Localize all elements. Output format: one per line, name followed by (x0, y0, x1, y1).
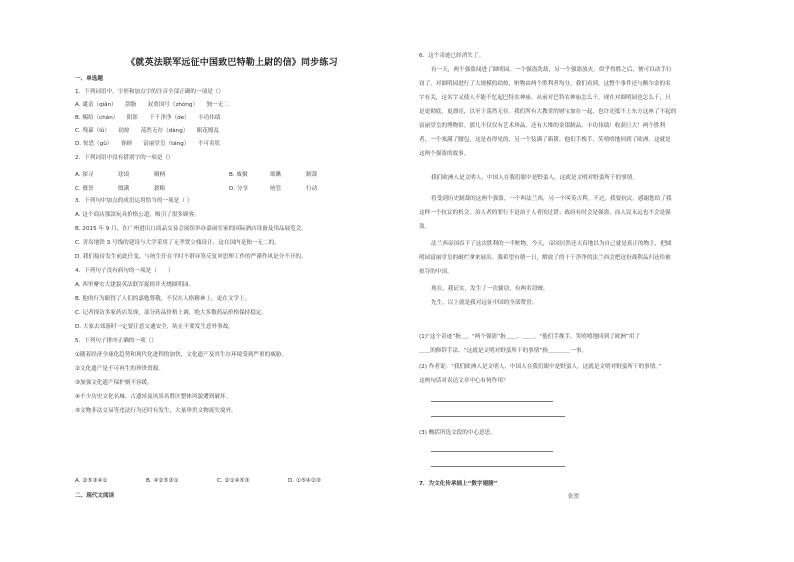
q5-option: A. ②⑤③④① (75, 478, 108, 484)
passage-line: 明园富丽堂皇的破烂拿来展出。我希望有朝一日，解放了的干干净净的法兰西会把这份战利品归还给被 (419, 255, 671, 261)
passage-line: 将受到历史制裁的这两个强盗，一个叫法兰西，另一个叫英吉利。不过，我要抗议，感谢您给了我 (431, 196, 672, 202)
passage-line: 者，一个塞满了腰包，这是看得见的，另一个装满了箱箧。他们手挽手，笑嘻嘻地回到了欧洲。这就是 (419, 137, 671, 143)
q5-option: B. ④②⑤③① (146, 478, 179, 484)
q2-option: 制裁 (306, 172, 318, 178)
q3-option-a: A. 这个商店那款玩具价格公道，吸引了很多顾客。 (75, 212, 200, 218)
q5-sentence-4: ④不少历史文化名城、古遗址及风景名胜区整体风貌遭到破坏。 (75, 394, 232, 400)
q2-option: 统管 (270, 186, 282, 192)
q2-option: A. 探寻 (75, 172, 94, 178)
q3-option-d: D. 我们接待发生前此任变，与统生任在平时不群异签反复审思理工作的严谨作风是分不开的。 (75, 254, 307, 260)
passage-line: 是更彻底，更漂亮，以至于荡然无存。我们所有大教堂的财宝加在一起，也许还抵不上东方这座了不起的 (419, 109, 677, 115)
q1-option-a: A. 谴责（qiǎn） 刮脂 双重国号（zhòng） 独一无二 (75, 102, 229, 108)
q1-option-c: C. 残暴（lǜ） 劫掠 荡然无存（dàng） 眼花缭乱 (75, 128, 220, 134)
q3-option-c: C. 青岛地铁 3 号线的建设与大学采用了无孝置立栈设计，这在国内是独一无二的。 (75, 240, 280, 246)
passage-line: 这两个强盗的故事。 (419, 151, 470, 157)
q1-option-d: D. 惊恐（gǔ） 眷顾 富丽堂皇（táng） 不可名状 (75, 141, 221, 147)
passage-line: 富丽堂皇的博物馆。那儿不仅仅有艺术珍品，还有大堆的金银制品。丰功伟绩！收获巨大！两个胜利 (419, 123, 666, 129)
section-heading-reading: 二、现代文阅读 (75, 493, 115, 499)
q2-option: 薪粮 (154, 186, 166, 192)
passage-line: 字有关，这名字又使人不能不忆起巴特农神庙。从前对巴特农神庙怎么干，现在对圆明园也怎么干，只 (419, 95, 671, 101)
q4-stem: 4．下列句子没有病句的一项是（ ） (75, 268, 174, 274)
answer-line[interactable] (431, 451, 553, 452)
q3-option-b: B. 2015 年 9 月，在广州进出口商品交易会展馆举办嘉丽室家的国际酒店设备及用品展览会。 (75, 226, 307, 232)
q2-option: C. 赘誉 (75, 186, 94, 192)
passage-line: 盗。 (419, 224, 431, 230)
q7-author: 张贺 (568, 494, 580, 500)
q2-option: 珐琅 (118, 172, 130, 178)
page-title: 《就英法联军远征中国致巴特勒上尉的信》同步练习 (126, 58, 338, 68)
passage-line: 窃了。对圆明园进行了大规模的劫掠，赃物由两个胜利者均分。我们看到，这整个事件还与额尔金的名 (419, 81, 671, 87)
q6-sub1: (1)“这个奇迹”指＿，“两个强盗”指＿＿、＿＿。“他们手挽手，笑嘻嘻地回到了欧洲”用了 (419, 334, 641, 340)
q6-sub3: (3) 概括所选文段的中心意思。 (419, 430, 496, 436)
q4-option-b: B. 他的行为跟得了人们的嘉勉尊敬，不仅在人格精神上，更在文学上。 (75, 296, 251, 302)
q4-option-c: C. 记者探访多家药店发现，部分药品价格上调，绝大多数药品价格保持稳定。 (75, 310, 268, 316)
q2-stem: 2．下列词语中没有错别字的一项是（） (75, 155, 174, 161)
q5-sentence-1: ①随着经济全球化趋势和现代化进程的加快，文化遗产及其生存环境受到严重的威胁。 (75, 352, 287, 358)
passage-line: 有一天，两个强盗闯进了圆明园。一个强盗洗劫，另一个强盗放火。似乎得胜之后，便可以动手行 (431, 67, 672, 73)
q5-sentence-5: ⑤文物非法交易等违法行为还时有发生，大量珍贵文物流失境外。 (75, 408, 237, 414)
q5-sentence-2: ②文化遗产是不可再生的珍贵资源。 (75, 366, 164, 372)
section-heading-single-choice: 一、单选题 (75, 76, 103, 82)
q5-sentence-3: ③加强文化遗产保护刻不容缓。 (75, 380, 153, 386)
passage-line: 这样一个抗议的机会。治人者的罪行不是治于人者的过错；政府有时会是强盗，而人民永远也不会是强 (419, 210, 671, 216)
passage-line: 我们欧洲人是文明人，中国人在我们眼中是野蛮人。这就是文明对野蛮所干的事情。 (431, 175, 638, 181)
q1-stem: 1．下列词语中，字形和加点字的注音全部正确的一项是（） (75, 89, 224, 95)
q5-option: D. ①⑤④②③ (288, 478, 321, 484)
q2-option: 细瞅 (270, 172, 282, 178)
answer-line[interactable] (431, 416, 565, 417)
q5-option: C. ②①④⑤③ (217, 478, 250, 484)
q6-sub1-cont: ＿＿的修辞手法。“这就是文明对野蛮所干的事情”指＿＿＿＿一事。 (419, 348, 588, 354)
answer-line[interactable] (431, 466, 565, 467)
q6-sub2-cont: 这两句话对表达文章中心有何作用？ (419, 378, 509, 384)
passage-line: 现在，我证实，发生了一次偷窃，有两名窃贼。 (431, 286, 549, 292)
q4-option-a: A. 西里摩宏大建貌英法联军捉掠并火烧圆明园。 (75, 282, 195, 288)
q2-option: B. 威慑 (229, 172, 248, 178)
q2-option: 缀满 (118, 186, 130, 192)
q6-heading: 6．这个奇迹已经消失了。 (419, 53, 485, 59)
passage-line: 法兰西帝国吞下了这次胜利的一半赃物，今天，帝国居然还天真地以为自己就是真正的物主，把圆 (431, 241, 672, 247)
q2-option: 殿柄 (154, 172, 166, 178)
q2-option: 行动 (306, 186, 318, 192)
answer-line[interactable] (431, 401, 553, 402)
q4-option-d: D. 大家去郊游时一定要注意交通安全，防止不要发生意外事故。 (75, 324, 234, 330)
q6-sub2: (2) 作者说：“我们欧洲人是文明人，中国人在我们眼中是野蛮人。这就是文明对野蛮所干的事情。” (419, 364, 662, 370)
q1-option-b: B. 赐给（chān） 阳影 千千净净（de） 丰功伟绩 (75, 115, 221, 121)
passage-line: 先生，以上就是我对远征中国的全部赞誉。 (431, 300, 538, 306)
q3-stem: 3．下列句中加点的成语运用恰当的一项是（ ） (75, 198, 193, 204)
passage-line: 掠夺的中国。 (419, 269, 453, 275)
q5-stem: 5．下列句子排序正确的一项（） (75, 338, 157, 344)
q2-option: D. 分享 (229, 186, 249, 192)
q7-heading: 7．为文化传承插上“数字翅膀” (419, 481, 498, 487)
